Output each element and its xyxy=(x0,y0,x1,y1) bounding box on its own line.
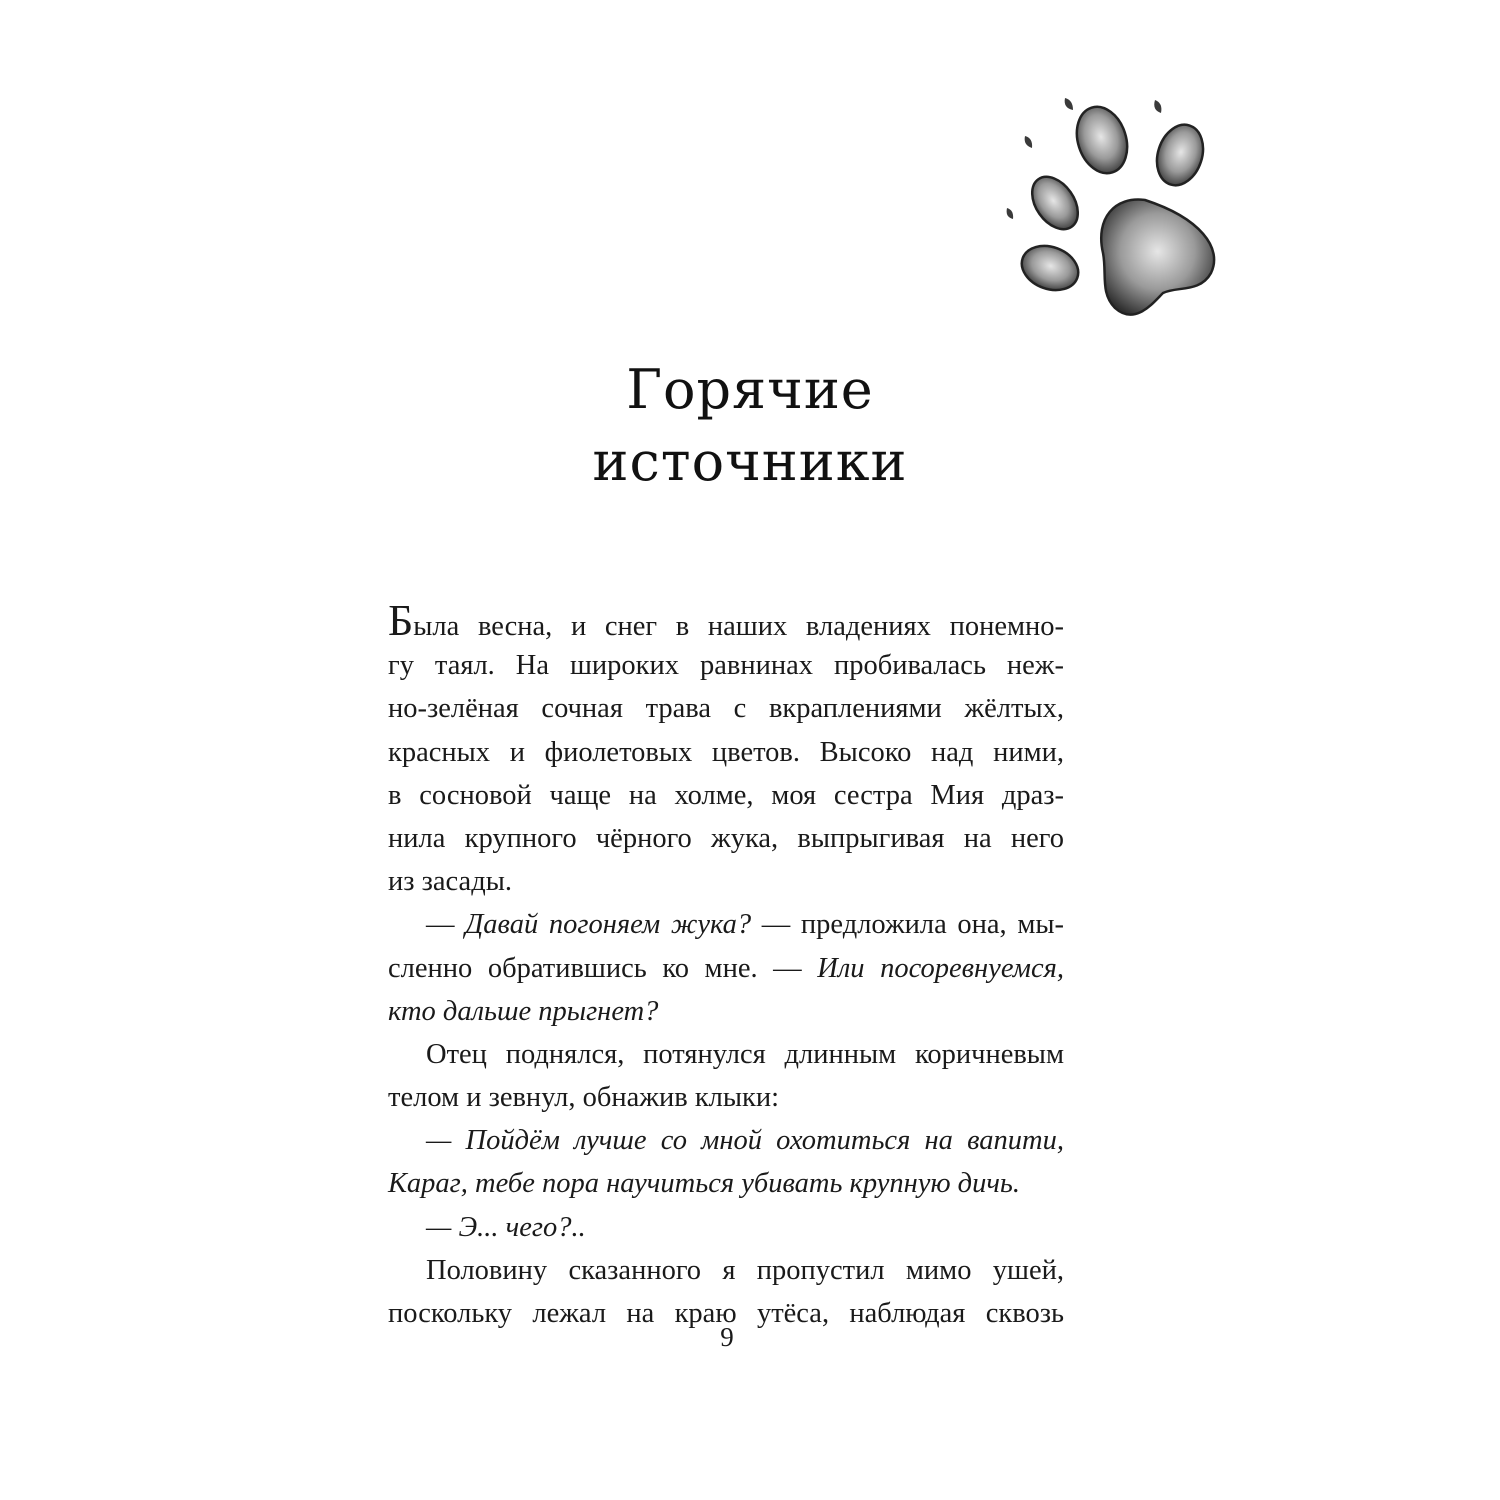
text-line: гу таял. На широких равнинах пробивалась неж- xyxy=(388,650,1064,682)
speech-italic: Караг, тебе пора научиться убивать крупную дичь. xyxy=(388,1168,1021,1200)
speech-italic: Или посоревнуемся, xyxy=(817,952,1064,984)
dash: — xyxy=(426,909,466,941)
chapter-title xyxy=(500,354,1000,498)
text-line: Отец поднялся, потянулся длинным коричневым xyxy=(426,1038,1064,1070)
body-text xyxy=(388,596,1064,1335)
speech-italic: кто дальше прыгнет? xyxy=(388,995,659,1027)
drop-cap: Б xyxy=(388,596,414,645)
text-line: поскольку лежал на краю утёса, наблюдая сквозь xyxy=(388,1298,1064,1329)
text-line: телом и зевнул, обнажив клыки: xyxy=(388,1082,780,1114)
paw-print-icon xyxy=(995,88,1225,328)
text-line: Половину сказанного я пропустил мимо ушей, xyxy=(426,1254,1064,1286)
chapter-title-line-2: источники xyxy=(592,430,908,494)
dialogue-line xyxy=(388,1119,1064,1162)
text-line: нила крупного чёрного жука, выпрыгивая на него xyxy=(388,822,1064,854)
text-line-content: ыла весна, и снег в наших владениях понемно- xyxy=(413,611,1064,642)
dialogue-line xyxy=(388,1162,1064,1205)
chapter-title-line-1: Горячие xyxy=(626,358,874,422)
speech-italic: Давай погоняем жука? xyxy=(465,909,752,941)
text-line xyxy=(388,596,1064,645)
text-line: в сосновой чаще на холме, моя сестра Мия драз- xyxy=(388,779,1064,811)
text-line: но-зелёная сочная трава с вкраплениями жёлтых, xyxy=(388,693,1064,725)
speech-italic: — Э... чего?.. xyxy=(426,1211,586,1243)
dialogue-line xyxy=(388,947,1064,990)
speech-attribution: сленно обратившись ко мне. — xyxy=(388,952,818,984)
page-number: 9 xyxy=(720,1322,734,1352)
dialogue-line xyxy=(388,1206,1064,1249)
text-line: из засады. xyxy=(388,866,512,898)
dialogue-line xyxy=(388,903,1064,946)
text-line: красных и фиолетовых цветов. Высоко над ними, xyxy=(388,736,1064,768)
dialogue-line xyxy=(388,990,1064,1033)
speech-italic: — Пойдём лучше со мной охотиться на вапити, xyxy=(426,1125,1064,1157)
speech-attribution: — предложила она, мы- xyxy=(751,909,1064,941)
